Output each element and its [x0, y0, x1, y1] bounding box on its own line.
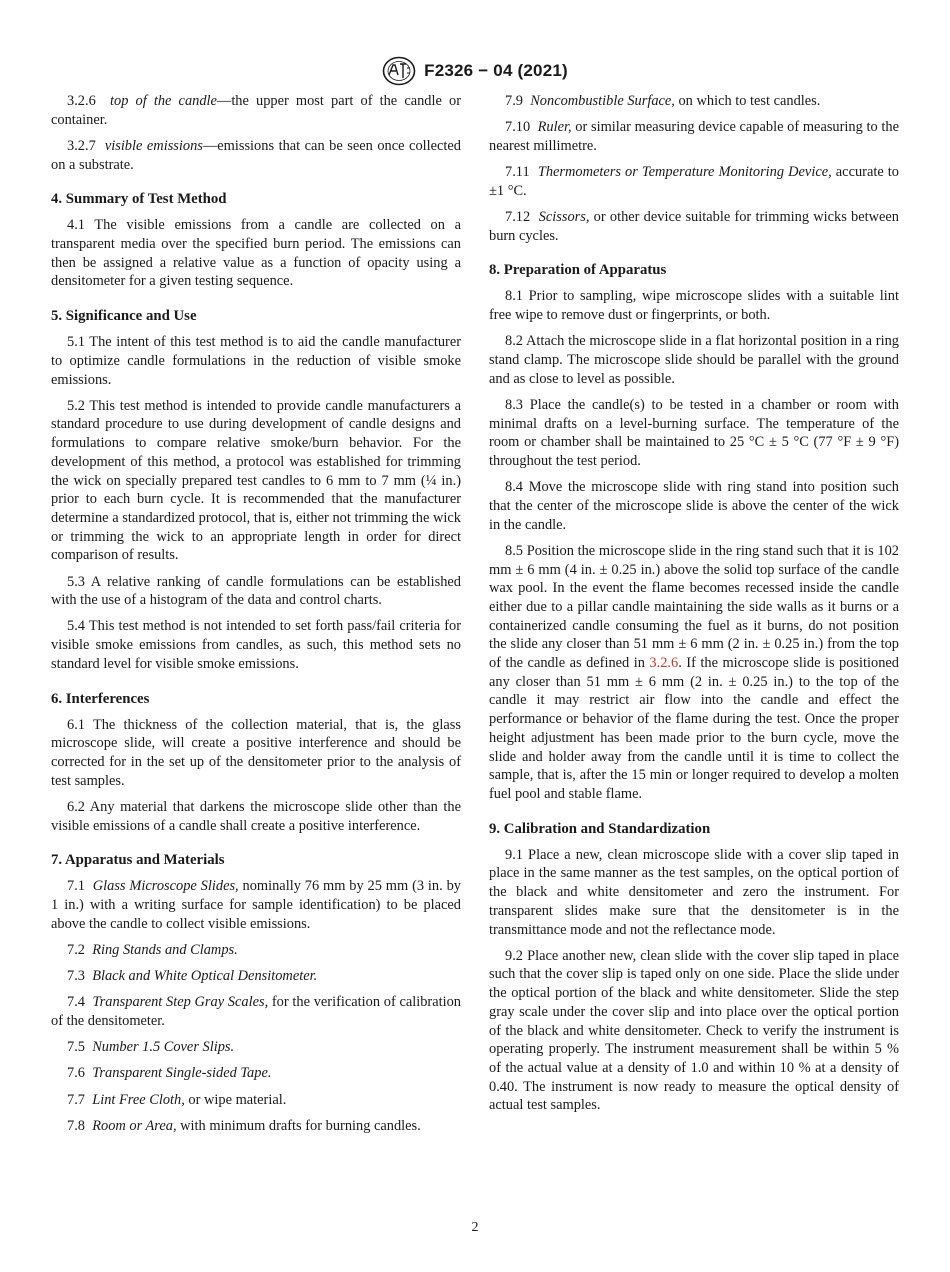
item-7-9: 7.9 Noncombustible Surface, on which to test candles. [505, 93, 821, 109]
page-number: 2 [471, 1220, 479, 1235]
paragraph-8-3: 8.3 Place the candle(s) to be tested in a chamber or room with minimal drafts on a level-burning surface. The temperature of the room or chamber shall be maintained to 25 °C ± 5 °C (77 °F ± 9 °F) throughout the test period. [489, 396, 899, 470]
item-7-11: 7.11 Thermometers or Temperature Monitoring Device, accurate to ±1 °C. [489, 164, 899, 199]
paragraph-5-1: 5.1 The intent of this test method is to aid the candle manufacturer to optimize candle formulations in the reduction of visible smoke emissions. [51, 334, 461, 388]
paragraph-5-3: 5.3 A relative ranking of candle formulations can be established with the use of a histogram of the data and control charts. [51, 573, 461, 609]
item-7-12: 7.12 Scissors, or other device suitable for trimming wicks between burn cycles. [489, 209, 899, 244]
section-6-heading: 6. Interferences [51, 690, 150, 707]
item-7-1: 7.1 Glass Microscope Slides, nominally 76 mm by 25 mm (3 in. by 1 in.) with a writing surface for sample identification) to be placed above the candle to collect visible emissions. [51, 878, 461, 932]
paragraph-8-2: 8.2 Attach the microscope slide in a flat horizontal position in a ring stand clamp. The microscope slide should be parallel with the ground and as close to level as possible. [489, 333, 899, 387]
section-8-heading: 8. Preparation of Apparatus [489, 262, 667, 279]
paragraph-5-2: 5.2 This test method is intended to provide candle manufacturers a standard procedure to use during development of candle designs and formulations to compare relative smoke/burn behavior. For the development of this method, a protocol was established for trimming the wick on specially prepared test candles to 6 mm to 7 mm (¼ in.) prior to each burn cycle. It is recommended that the manufacturer determine a standardized protocol, that is, either not trimming the wick or trimming the wick to an appropriate length in order for direct comparison of results. [51, 397, 461, 564]
paragraph-9-2: 9.2 Place another new, clean slide with the cover slip taped in place such that the cover slip is taped only on one side. Place the slide under the optical portion of the black and white densitometer. Slide the step gray scale under the cover slip and into place over the optical portion of the black and white densitometer. Check to verify the instrument is operating properly. The instrument measurement shall be within 5 % of the actual value at a density of 1.0 and within 10 % at a density of 0.40. The instrument is now ready to measure the optical density of actual test samples. [489, 947, 899, 1114]
paragraph-8-4: 8.4 Move the microscope slide with ring stand into position such that the center of the microscope slide is above the center of the wick in the candle. [489, 479, 899, 533]
left-column [51, 92, 461, 1143]
item-7-2: 7.2 Ring Stands and Clamps. [67, 941, 238, 958]
paragraph-6-1: 6.1 The thickness of the collection material, that is, the glass microscope slide, will create a positive interference and should be corrected for in the set up of the densitometer prior to the analysis of test samples. [51, 716, 461, 789]
astm-logo-icon [382, 56, 416, 86]
item-7-4: 7.4 Transparent Step Gray Scales, for the verification of calibration of the densitometer. [51, 994, 461, 1030]
section-3-2-6-link[interactable]: 3.2.6 [649, 655, 679, 672]
section-9-heading: 9. Calibration and Standardization [489, 820, 711, 837]
item-7-5: 7.5 Number 1.5 Cover Slips. [67, 1039, 235, 1056]
definition-3-2-7: 3.2.7 visible emissions—emissions that can be seen once collected on a substrate. [51, 137, 461, 173]
item-7-10: 7.10 Ruler, or similar measuring device capable of measuring to the nearest millimetre. [489, 119, 899, 154]
definition-3-2-6: 3.2.6 top of the candle—the upper most part of the candle or container. [51, 93, 461, 128]
paragraph-5-4: 5.4 This test method is not intended to set forth pass/fail criteria for visible smoke emissions from candles, as such, this method sets no standard level for visible smoke emissions. [51, 618, 461, 672]
paragraph-8-1: 8.1 Prior to sampling, wipe microscope slides with a suitable lint free wipe to remove dust or fingerprints, or both. [489, 288, 899, 324]
document-designation: F2326 − 04 (2021) [424, 61, 568, 80]
section-5-heading: 5. Significance and Use [51, 308, 197, 325]
item-7-7: 7.7 Lint Free Cloth, or wipe material. [67, 1091, 287, 1108]
page-header [0, 56, 950, 91]
item-7-3: 7.3 Black and White Optical Densitometer. [67, 968, 318, 985]
section-4-heading: 4. Summary of Test Method [51, 191, 227, 208]
item-7-8: 7.8 Room or Area, with minimum drafts for burning candles. [67, 1117, 421, 1134]
paragraph-6-2: 6.2 Any material that darkens the microscope slide other than the visible emissions of a candle shall create a positive interference. [51, 798, 461, 834]
paragraph-8-5: 8.5 Position the microscope slide in the ring stand such that it is 102 mm ± 6 mm (4 in. ± 0.25 in.) above the solid top surface of the candle wax pool. In the event the flame becomes recessed inside the candle either due to a pillar candle maintaining the side walls as it burns or a containerized candle consuming the fuel as it burns, do not position the slide any closer than 51 mm ± 6 mm (2 in. ± 0.25 in.) from the top of the candle as defined in 3.2.6. If the microscope slide is positioned any closer than 51 mm ± 6 mm (2 in. ± 0.25 in.) to the top of the candle it may restrict air flow into the candle and effect the performance or behavior of the flame during the test. Once the proper height adjustment has been made prior to the burn cycle, move the slide and holder away from the candle until it is time to collect the sample, that is, after the 15 min or longer required to develop a molten fuel pool and stable flame. [489, 542, 899, 802]
paragraph-9-1: 9.1 Place a new, clean microscope slide with a cover slip taped in place in the same manner as the test samples, on the optical portion of the black and white densitometer and zero the instrument. For transparent slides make sure that the densitometer is in the transmittance mode and not the reflectance mode. [489, 846, 899, 938]
section-7-heading: 7. Apparatus and Materials [51, 852, 225, 869]
right-column [489, 92, 899, 1123]
item-7-6: 7.6 Transparent Single-sided Tape. [67, 1065, 272, 1082]
paragraph-4-1: 4.1 The visible emissions from a candle are collected on a transparent media over the specified burn period. The emissions can then be assigned a relative value as a function of opacity using a densitometer for a given testing sequence. [51, 217, 461, 290]
